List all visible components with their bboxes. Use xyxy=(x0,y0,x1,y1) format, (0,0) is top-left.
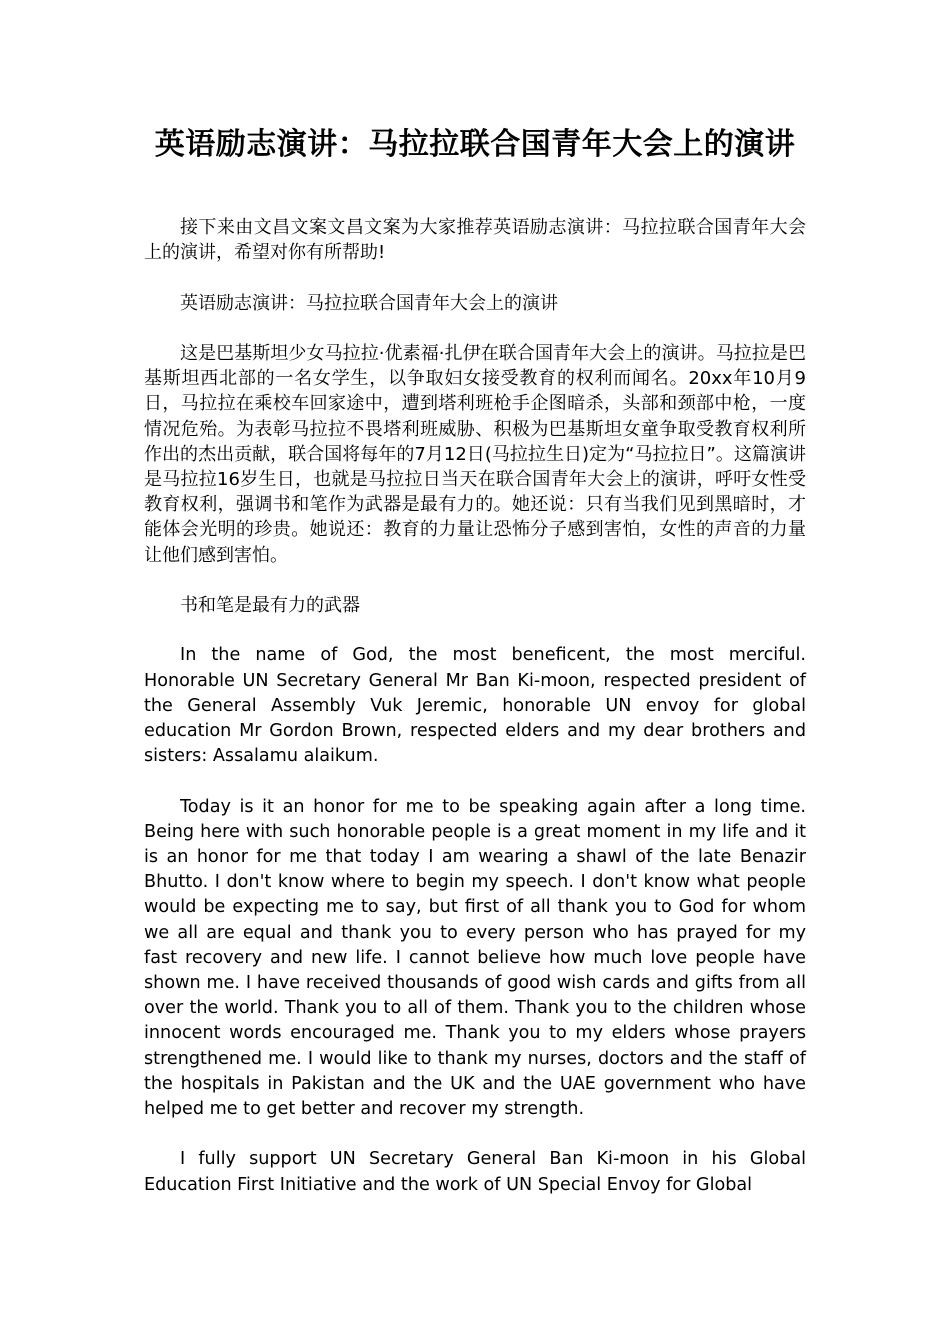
document-body xyxy=(144,215,806,1198)
speech-paragraph-greeting: In the name of God, the most beneficent, the most merciful. Honorable UN Secretary General Mr Ban Ki-moon, respected president of the General Assembly Vuk Jeremic, honorable UN envoy for global education Mr Gordon Brown, respected elders and my dear brothers and sisters: Assalamu alaikum. xyxy=(144,645,806,767)
document-title: 英语励志演讲：马拉拉联合国青年大会上的演讲 xyxy=(154,127,796,162)
paragraph-gap xyxy=(144,1122,806,1147)
background-paragraph: 这是巴基斯坦少女马拉拉·优素福·扎伊在联合国青年大会上的演讲。马拉拉是巴基斯坦西北部的一名女学生，以争取妇女接受教育的权利而闻名。20xx年10月9日，马拉拉在乘校车回家途中，遭到塔利班枪手企图暗杀，头部和颈部中枪，一度情况危殆。为表彰马拉拉不畏塔利班威胁、积极为巴基斯坦女童争取受教育权利所作出的杰出贡献，联合国将每年的7月12日(马拉拉生日)定为“马拉拉日”。这篇演讲是马拉拉16岁生日，也就是马拉拉日当天在联合国青年大会上的演讲，呼吁女性受教育权利，强调书和笔作为武器是最有力的。她还说：只有当我们见到黑暗时，才能体会光明的珍贵。她说还：教育的力量让恐怖分子感到害怕，女性的声音的力量让他们感到害怕。 xyxy=(144,342,806,566)
paragraph-gap xyxy=(144,769,806,794)
paragraph-gap xyxy=(144,618,806,643)
speech-paragraph-thanks: Today is it an honor for me to be speaking again after a long time. Being here with such honorable people is a great moment in my life and it is an honor for me that today I am wearing a shawl of the late Benazir Bhutto. I don't know where to begin my speech. I don't know what people would be expecting me to say, but first of all thank you to God for whom we all are equal and thank you to every person who has prayed for my fast recovery and new life. I cannot believe how much love people have shown me. I have received thousands of good wish cards and gifts from all over the world. Thank you to all of them. Thank you to the children whose innocent words encouraged me. Thank you to my elders whose prayers strengthened me. I would like to thank my nurses, doctors and the staff of the hospitals in Pakistan and the UK and the UAE government who have helped me to get better and recover my strength. xyxy=(144,796,806,1120)
speech-heading: 英语励志演讲：马拉拉联合国青年大会上的演讲 xyxy=(180,292,558,314)
section-heading: 书和笔是最有力的武器 xyxy=(180,595,360,616)
speech-paragraph-support: I fully support UN Secretary General Ban Ki-moon in his Global Education First Initiative and the work of UN Special Envoy for Global xyxy=(144,1149,806,1195)
paragraph-gap xyxy=(144,265,806,290)
paragraph-gap xyxy=(144,316,806,341)
intro-paragraph: 接下来由文昌文案文昌文案为大家推荐英语励志演讲：马拉拉联合国青年大会上的演讲，希望对你有所帮助! xyxy=(144,217,806,264)
paragraph-gap xyxy=(144,568,806,593)
